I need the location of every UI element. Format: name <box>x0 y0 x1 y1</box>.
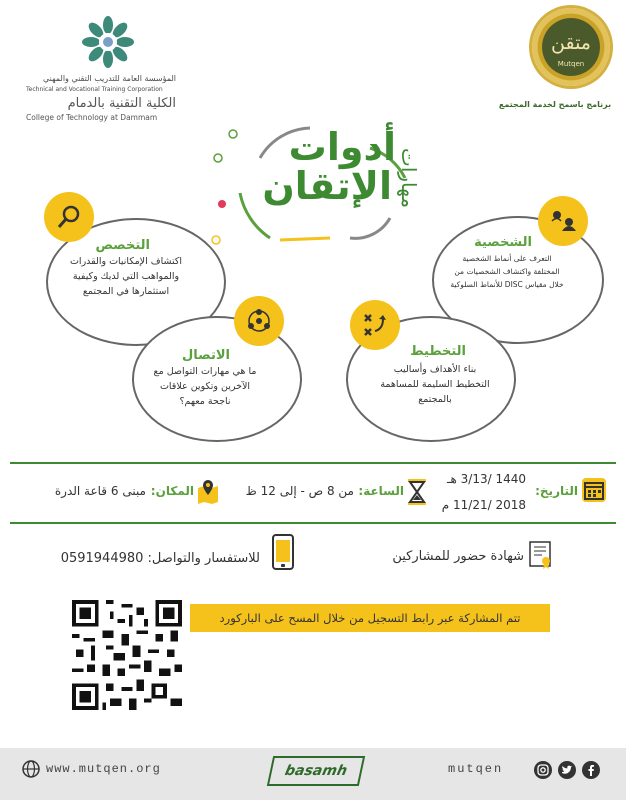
inquiry-contact: للاستفسار والتواصل: 0591944980 <box>60 551 260 566</box>
hourglass-icon <box>406 478 428 506</box>
date-label: التاريخ: <box>535 484 578 498</box>
qr-code[interactable] <box>72 600 182 710</box>
specialty-title: التخصص <box>95 238 150 253</box>
page-title-line2: الإتقان <box>262 164 392 208</box>
place-value: مبنى 6 قاعة الدرة <box>54 484 146 498</box>
phone-icon <box>272 534 294 570</box>
logo-subtext: Mutqen <box>557 60 585 68</box>
website-link[interactable]: www.mutqen.org <box>46 762 161 776</box>
time-value: من 8 ص - إلى 12 ظ <box>245 484 354 498</box>
page-title-line1: أدوات <box>288 125 396 169</box>
divider-top <box>10 462 616 464</box>
basamh-text: basamh <box>283 763 349 779</box>
personality-title: الشخصية <box>474 235 532 250</box>
network-icon <box>234 296 284 346</box>
calendar-icon <box>582 478 606 502</box>
corporation-name-ar: المؤسسة العامة للتدريب التقني والمهني <box>42 74 176 83</box>
title-prefix: مهارات <box>397 148 421 209</box>
strategy-icon <box>350 300 400 350</box>
specialty-body: اكتشاف الإمكانيات والقدرات والمواهب التي لديك وكيفية استثمارها في المجتمع <box>69 256 182 297</box>
globe-icon <box>22 760 40 778</box>
social-handle: mutqen <box>448 762 504 776</box>
date-hijri: 1440 /3/13 هـ <box>446 472 526 486</box>
date-gregorian: 2018 /11/21 م <box>441 498 526 512</box>
certificate-text: شهادة حضور للمشاركين <box>392 549 524 564</box>
registration-banner <box>190 604 550 632</box>
twitter-icon[interactable] <box>558 761 576 779</box>
planning-body: بناء الأهداف وأساليب التخطيط السليمة للمساهمة بالمجتمع <box>380 364 490 405</box>
communication-title: الاتصال <box>182 348 230 363</box>
divider-bottom <box>10 522 616 524</box>
basamh-logo <box>267 756 365 786</box>
banner-text: تتم المشاركة عبر رابط التسجيل من خلال المسح على الباركورد <box>219 611 521 625</box>
college-logo-icon <box>78 12 138 72</box>
people-icon <box>538 196 588 246</box>
place-label: المكان: <box>150 484 194 498</box>
certificate-icon <box>528 540 554 570</box>
program-name: برنامج باسمح لخدمة المجتمع <box>498 100 612 109</box>
time-label: الساعة: <box>358 484 404 498</box>
college-name-ar: الكلية التقنية بالدمام <box>67 96 176 111</box>
mutqen-logo <box>532 8 610 86</box>
map-pin-icon <box>196 478 220 504</box>
communication-body: ما هي مهارات التواصل مع الآخرين وتكوين علاقات ناجحة معهم؟ <box>153 366 257 407</box>
facebook-icon[interactable] <box>582 761 600 779</box>
instagram-icon[interactable] <box>534 761 552 779</box>
search-icon <box>44 192 94 242</box>
planning-title: التخطيط <box>410 344 466 359</box>
corporation-name-en: Technical and Vocational Training Corporation <box>26 86 163 93</box>
personality-body: التعرف على أنماط الشخصية المختلفة واكتشاف الشخصيات من خلال مقياس DISC للأنماط السلوكية <box>450 254 564 289</box>
logo-text: متقن <box>551 32 591 54</box>
college-name-en: College of Technology at Dammam <box>26 113 158 122</box>
